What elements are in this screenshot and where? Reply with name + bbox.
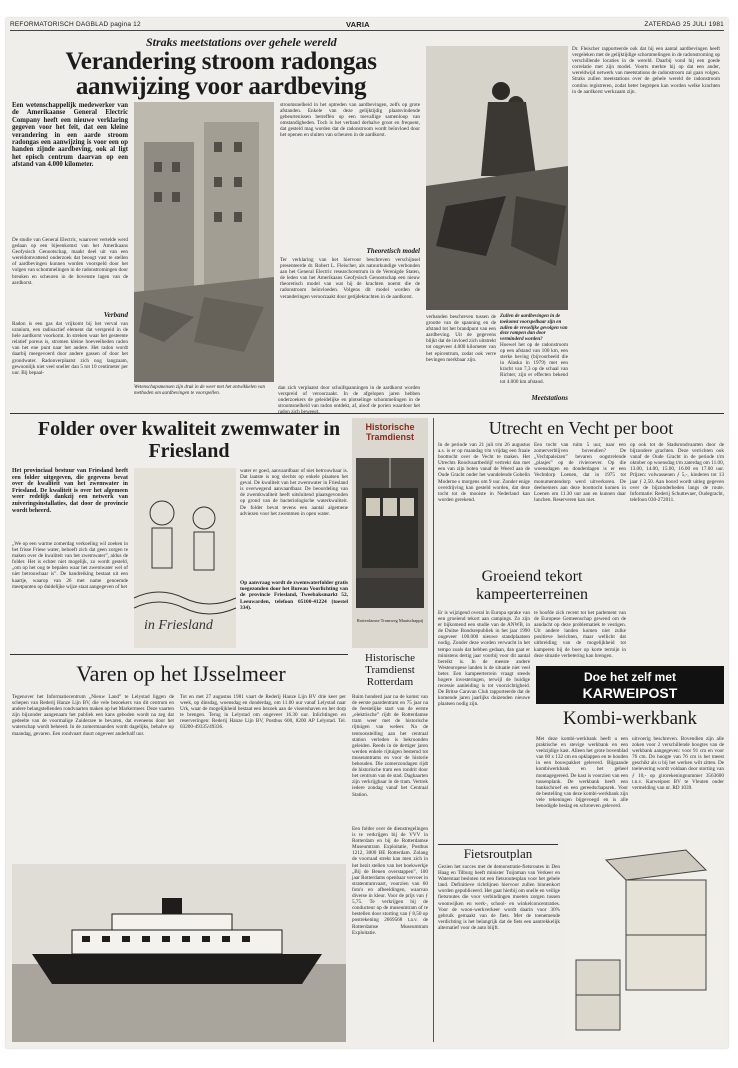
lead-body-5: Ter verklaring van het hiervoor beschreven verschijnsel presenteerde dr. Robert L. Fleischer, als natuurkundige verbonden aan het General Electric researchcentrum in de Verenigde Staten, de leden van het Amerikaans Geofysisch Genootschap een nieuw theoretisch model van wat hij de krachten noemt die de radonstroom beïnvloeden. Volgens dit model worden de veranderingen veroorzaakt door getijdekrachten in de aardkorst. — [280, 257, 420, 300]
utrecht-headline: Utrecht en Vecht per boot — [488, 418, 674, 438]
tram-poster-footer: Rotterdamse Tramweg Maatschappij — [356, 618, 424, 623]
friesland-photo-label: in Friesland — [144, 618, 213, 633]
ad-body-2: uitvoerig beschreven. Bovendien zijn alle zoken voor 2 verschillende hoogtes van de werkbank aangegeven: voor 91 cm en voor 76 cm. Do hoogte van 76 cm is het meest geschikt als u bij het werken wilt zitten. De toelevering wordt voldaan door storting van ƒ 10,- op girorekeningnummer 3563600 t.n.v. Karweipost BV te Vleuten onder vermelding van nr. RD 1039. — [632, 736, 724, 791]
header-publication: REFORMATORISCH DAGBLAD pagina 12 — [10, 21, 141, 28]
kamperen-body-2: te hoofde zich recent tot het parlement van de Europese Gemeenschap gewend om de aandacht op deze problematiek te vestigen. Uit andere landen komen niet zulke positieve berichten, maar wellicht dat uitbreiding van de mogelijkheid tot kamperen bij de boer op korte termijn in deze situatie verbetering kan brengen. — [534, 610, 626, 659]
ijsselmeer-headline: Varen op het IJsselmeer — [76, 661, 286, 686]
workbench-photo — [566, 840, 722, 1040]
photo-caption-2: Zullen de aardbevingen in de toekomst voorspelbaar zijn en zullen de vreselijke gevolgen van deze rampen dan door verminderd worden? — [500, 314, 568, 343]
ad-body-1: Met deze kombi-werkbank heeft u een praktische en stevige werkbank en een veelzijdige kast. Alleen het grote bovenblad van 60 x 132 cm en opklappen en te houden in een bouwpakket geleverd. Bijgaande kombiwerkbank en het geheel montagegereed. De kast is voorzien van een tussenplank. De werkbank heeft een bankschroef en een gereedschapsrek. Voor de bestelling van deze kombi-werkbank zijn vele tekeningen bijgevoegd en is alle benodigde beslag en schroeven geleverd. — [536, 736, 628, 810]
tram-headline: Historische Tramdienst Rotterdam — [364, 652, 416, 688]
lead-body-8: Dr. Fleischer rapporteerde ook dat hij een aantal aardbevingen heeft vergeleken met de gelijktijdige schommelingen in de radonstroming op verschillende locaties in de wereld. Daarbij vond hij een goede correlatie met zijn model. Voorts merkte hij op dat een ander, wereldwijd netwerk van meetstations de radonstroom zal gaan volgen. Straks zullen meetstations over de gehele wereld de radonstroom continu registreren, zodat beter begrepen kan worden welke krachten in de aardkorst werkzaam zijn. — [572, 46, 721, 95]
divider-ijsselmeer — [10, 654, 348, 655]
tram-poster-title: Historische Tramdienst — [365, 422, 415, 442]
ijsselmeer-body-2: Tot en met 27 augustus 1981 vaart de Rederij Hanze Lijn BV drie keer per week, op dinsdag, woensdag en donderdag, om 11.00 uur vanaf Lelystad naar Urk, waar de mogelijkheid bestaat een bezoek aan de vissershaven en het dorp te brengen. Terug in Lelystad om ongeveer 16.30 uur. Inlichtingen en reserveringen: Rederij Hanze Lijn BV, Postbus 600, 8200 AP Lelystad. Tel. 03200-49335/49336. — [180, 694, 346, 731]
lead-body-4: stroomsnelheid in het optreden van aardbevingen, zelfs op grote afstanden. Enkele van deze gelijktijdig plaatsvindende gebeurtenissen betreffen op een toevallige samenloop van omstandigheden. Toch is het verband derhalve groot en frequent, dat gesteld mag worden dat de radonstroom wordt beïnvloed door het openen en sluiten van scheuren in de aardkorst. — [280, 102, 420, 139]
collapsed-building-photo — [426, 46, 568, 310]
tram-body-1: Ruim honderd jaar na de komst van de eerste paardentram en 75 jaar na de feestelijke start van de eerste „elektrische” rijdt de Rotterdamse tram weer met de historische rijtuigen van weleer. Na de tentoonstelling aan het centraal station verleden is bekroonden geleiden. Reeds in de dertiger jaren werden enkele rijtuigen bestemd tot museumtrams en voor de historie behouden. Die zomerzondagen rijdt de historische tram een rondrit door het centrum van de stad. Dagkaarten zijn verkrijgbaar in de tram. Vertrek iedere zondag vanaf het Centraal Station. — [352, 694, 428, 798]
ad-headline: Kombi-werkbank — [562, 708, 698, 729]
banner-line-2: KARWEIPOST — [582, 685, 678, 701]
lead-subhead-model: Theoretisch model — [366, 247, 420, 255]
lead-body-6: verbanden beschreven tussen de grootte van de spanning en de afstand tot het brandpunt van een aardbeving. Uit de gegevens blijkt dat de invloed zich uitstrekt tot ongeveer 4.000 kilometer van het epicentrum, zodat ook verre bevingen merkbaar zijn. — [426, 314, 496, 363]
photo-caption-1: Wetenschapsmensen zijn druk in de weer met het ontwikkelen van methoden om aardbevingen te voorspellen. — [134, 385, 266, 396]
lead-kicker: Straks meetstations over gehele wereld — [146, 35, 337, 49]
banner-line-1: Doe het zelf met — [583, 670, 676, 684]
friesland-ordering-info: Op aanvraag wordt de zwemwaterfolder gratis toegezonden door het Bureau Voorlichting van de provincie Friesland, Tweebaksmarkt 52, Leeuwarden, telefoon 05100-41224 (toestel 334). — [240, 580, 348, 611]
collapse-illustration — [426, 46, 568, 310]
friesland-headline: Folder over kwaliteit zwemwater in Friesland — [37, 418, 341, 462]
lead-subhead-verband: Verband — [103, 311, 128, 319]
lead-headline: Verandering stroom radongas aanwijzing voor aardbeving — [65, 48, 377, 100]
ruins-illustration — [134, 102, 274, 382]
fiets-headline: Fietsroutplan — [438, 844, 558, 861]
page-header — [10, 20, 724, 31]
ferry-photo — [12, 864, 346, 1042]
tram-poster-photo — [352, 418, 428, 648]
newspaper-page — [6, 18, 728, 1048]
karweipost-banner — [536, 666, 724, 704]
tram-illustration — [356, 458, 424, 608]
utrecht-body-1: In de periode van 21 juli t/m 26 augustus a.s. is er op maandag t/m vrijdag een fraaie boottocht over de Vecht te maken. Het Utrechts Rondvaartbedrijf vertrekt dan met een van zijn boten vanaf de Weerd aan de Oude Gracht onder het wandelende Gobelin Moderne s morgens om 9 uur. Zonder enige overdrijving kan gesteld worden, dat deze tocht tot de mooiste in Nederland kan worden gerekend. — [438, 442, 530, 503]
kamperen-headline: Groeiend tekort kampeerterreinen — [476, 568, 588, 603]
friesland-lead: Het provinciaal bestuur van Friesland heeft een folder uitgegeven, die gegevens bevat over de kwaliteit van het zwemwater in Friesland. De kwaliteit is over het algemeen weer redelijk dankzij een netwerk van zuiveringsinstallaties, dat door de provincie wordt beheerd. — [12, 468, 128, 514]
divider-top — [10, 413, 724, 414]
earthquake-ruins-photo — [134, 102, 274, 382]
header-date: ZATERDAG 25 JULI 1981 — [644, 21, 724, 28]
utrecht-body-3: op ook tot de Stadsrondvaarten door de bijzondere grachten. Deze verrichten ook vanaf de Oude Gracht in de periode t/m oktober op woensdag t/m zaterdag om 11.00, 13.00, 14.00, 15.00, 16.00 en 17.00 uur. Prijzen: volwassenen ƒ 5,-, kinderen tot 13 jaar ƒ 2,50. Aan boord wordt uitleg gegeven over de bijzonderheden langs de route. Informatie: Rederij Schuttevaer, Oudegracht, telefoon 030-272011. — [630, 442, 724, 503]
lead-intro: Een wetenschappelijk medewerker van de Amerikaanse General Electric Company heeft een nieuwe verklaring gegeven voor het feit, dat een kleine verandering in een aarde stroom radongas een aanwijzing is voor een op handen zijnde aardbeving, ook al ligt het episch centrum daarvan op een afstand van 4.000 kilometer. — [12, 102, 128, 169]
lead-body-7: Hoewel het op de radonstroom op een afstand van 100 km, een sterke beving (bijvoorbeeld die in Alaska in 1979) met een kracht van 7,3 op de schaal van Richter, zijn er effecten bekend tot 4.000 km afstand. — [500, 342, 568, 385]
divider-tram — [433, 418, 434, 1042]
tram-body-2: Een folder over de dienstregelingen is te verkrijgen bij de VVV in Rotterdam en bij de Rotterdamse Museumtram Exploitatie, Postbus 1212, 3000 BE Rotterdam. Zolang de voorraad strekt kan men zich in het bezit stellen van het boekwerkje „Bij de Benen overstappen”, 100 jaar Rotterdams openbaar vervoer in stratentramvaart, voorzien van 60 foto's en afbeeldingen, waarvan diverse in kleur. Voor de prijs van ƒ 5,75. Te verkrijgen bij de conducteur op de museumtram of te bestellen door storting van ƒ 8,50 op postrekening 2669568 t.a.v. de Rotterdamse Museumtram Exploitatie. — [352, 826, 428, 936]
header-section: VARIA — [346, 20, 370, 29]
lead-body-1: De studie van General Electric, waarover vertelde werd gedaan op een bijeenkomst van het Amerikaans Geofysisch Genootschap, maakt deel uit van een wereldomvattend onderzoek dat beoogt vast te stellen of aardbevingen kunnen worden voorspeld door het volgen van schommelingen in de radonstromingen door breuken en scheuren in de bovenste lagen van de aardkorst. — [12, 237, 128, 286]
workbench-illustration — [566, 840, 722, 1040]
lead-subhead-meetstations: Meetstations — [531, 394, 568, 402]
friesland-folder-photo — [134, 468, 236, 648]
lead-body-3: dan zich verplaatst door schuifspanningen in de aardkorst worden verspreid of veroorzaakt. In de afgelopen jaren hebben onderzoekers de geleidelijke en plotselinge schommelingen in de stroomsnelheid van radon ontdekt, af, aloof de porien waardoor het — [278, 385, 420, 410]
friesland-body-1: „We op een warme zomerdag verkoeling wil zoeken in het frisse Friese water, behoeft zich dat geen zorgen te maken over de kwaliteit van het zwemwater”, aldus de folder. Het is echter niet mogelijk, zo wordt gesteld, „om op het oog te bepalen waar het zwemwater wel of niet betrouwbaar is”. De handreiking bestaat uit een kaartje, waarop van 26 met name genoemde meetpunten op duidelijke wijze staat aangegeven of het — [12, 541, 128, 590]
ijsselmeer-body-1: Tegenover het Informatiecentrum „Nieuw Land” te Lelystad liggen de schepen van Rederij Hanze Lijn BV, die vele bezoekers van dit centrum en andere belangstellenden rondvaarten maken op het Markermeer. Deze vaarten zijn bijzonder aangenaam het publiek een kans geboden wordt na zeg dat gedeelte van de voormalige Zuiderzee te bevaren, dat eveneens door het waterschap wordt beheerd. In de zomermaanden wordt dagelijks, behalve op maandag, gevaren. Een rondvaart duurt ongeveer anderhalf uur. — [12, 694, 174, 737]
friesland-body-2: water er goed, aanvaardbaar of niet betrouwbaar is. Dat laatste is nog slechts op enkele plaatsen het geval. De kwaliteit van het zwemwater in Friesland is overwegend aanvaardbaar. De beoordeling van de zwemkwaliteit heeft uitsluitend plaatsgevonden op grond van de bacteriologische waterkwaliteit. De folder bevat tevens een aantal algemene adviezen voor het zwemmen in open water. — [240, 468, 348, 517]
fiets-body: Gezien het succes met de demonstratie-fietsroutes in Den Haag en Tilburg heeft minister Tuijnman van Verkeer en Waterstaat besloten tot een fietsroutesplan voor het gehele land. Definitieve richtlijnen hiervoor zullen binnenkort worden gepubliceerd. Het gaat hierbij om snelle en veilige fietsroutes die voor verbindingen moeten zorgen tussen woonwijken en werk-, school- en winkelconcentraties. Voor de woon-werkverkeer wordt daarin voor 30% gebruik gemaakt van de fiets. Met de toenemende verdichting is het belangrijk dat de fiets een aantrekkelijk alternatief voor de auto blijft. — [438, 864, 560, 931]
utrecht-body-2: Een tocht van ruim 5 uur, naar een zomerverblijven bovendien? De „Vechtpaleizen” bevaren oogstrelende „plasjes” op de rivieroever. Op die woensdagen en donderdagen is er een Vechtdorp Loenen, dat in 1975 tot monumentendorp werd uitverkoren. De deelnemers aan deze boottocht komen in Loenen om 11.30 uur aan en kunnen daar lunchen. Reserveren kan niet. — [534, 442, 626, 503]
lead-body-2: Radon is een gas dat vrijkomt bij het verval van uranium, een radioactief element dat verspreid in de hele aardkorst voorkomt. In streken waar het gesteente relatief poreus is, stromen kleine hoeveelheden radon van het ene punt naar het andere. Het radon wordt daarbij meegevoerd door andere gassen of door het grondwater. Radonverplaatst zich nog langzaam, gewoonlijk niet veel sneller dan 5 tot 10 centimeter per uur. Bij bepaal- — [12, 321, 128, 376]
kamperen-body-1: Er is wijzigend overal in Europa sprake van een groeiend tekort aan campings. Zo zijn er bijkomend een studie van de ANWB, in de Duitse Bondsrepubliek in het jaar 1990 ongeveer 100.000 nieuwe standplaatsen nodig. Zonder deze worden verwacht in het tempo zoals dat hebben gedaan, dan gaat er ministens dertig jaar voorbij voor dit aantal bereikt is. In de meeste andere Westeuropese landen is de situatie niet veel beter. Een kampeerterrein vraagt steeds hogere investeringen, terwijl de huidige recessie aanleiding is tot voorzichtigheid. De Britse Caravan Club rapporteerde dat de komende jaren jaarlijks duizenden nieuwe plaatsen nodig zijn. — [438, 610, 530, 708]
ferry-illustration — [12, 864, 346, 1042]
